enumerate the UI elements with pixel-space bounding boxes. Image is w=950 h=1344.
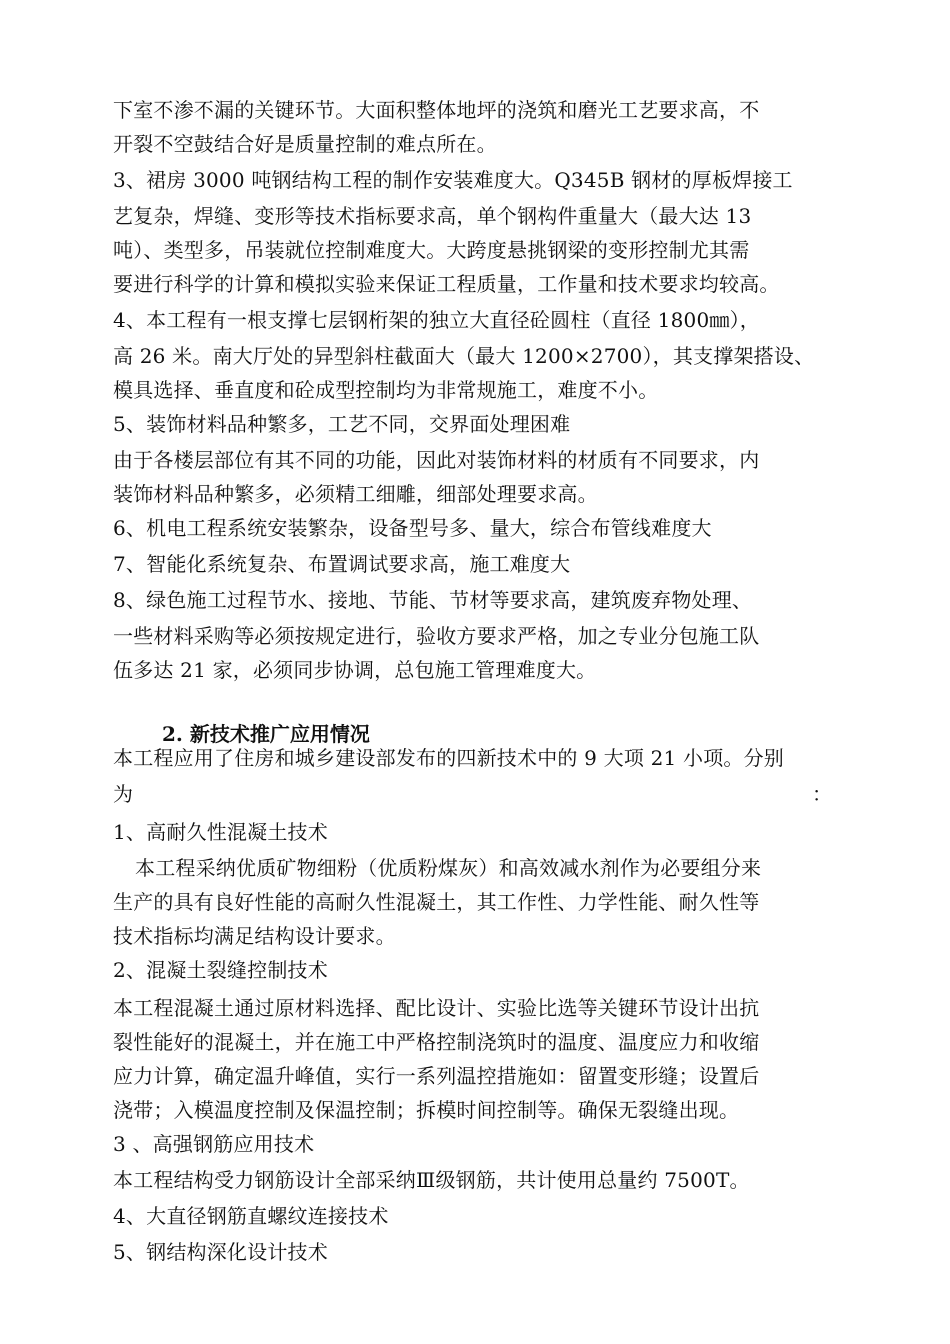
text-line: 模具选择、垂直度和砼成型控制均为非常规施工，难度不小。 — [113, 378, 659, 402]
intro-colon: ： — [812, 782, 832, 806]
text-line: 5、装饰材料品种繁多，工艺不同，交界面处理困难 — [113, 412, 571, 436]
section-heading: 2. 新技术推广应用情况 — [162, 722, 370, 746]
text-line: 4、本工程有一根支撑七层钢桁架的独立大直径砼圆柱（直径 1800㎜）， — [113, 308, 760, 332]
text-line: 本工程应用了住房和城乡建设部发布的四新技术中的 9 大项 21 小项。分别 — [113, 746, 785, 770]
text-line: 应力计算，确定温升峰值，实行一系列温控措施如：留置变形缝；设置后 — [113, 1064, 760, 1088]
item-title: 3 、高强钢筋应用技术 — [113, 1132, 315, 1156]
text-line: 本工程采纳优质矿物细粉（优质粉煤灰）和高效减水剂作为必要组分来 — [135, 856, 762, 880]
text-line: 一些材料采购等必须按规定进行，验收方要求严格，加之专业分包施工队 — [113, 624, 760, 648]
text-line: 为 — [113, 782, 134, 806]
text-line: 生产的具有良好性能的高耐久性混凝土，其工作性、力学性能、耐久性等 — [113, 890, 760, 914]
text-line: 3、裙房 3000 吨钢结构工程的制作安装难度大。Q345B 钢材的厚板焊接工 — [113, 168, 793, 192]
item-title: 1、高耐久性混凝土技术 — [113, 820, 328, 844]
text-line: 裂性能好的混凝土，并在施工中严格控制浇筑时的温度、温度应力和收缩 — [113, 1030, 760, 1054]
text-line: 6、机电工程系统安装繁杂，设备型号多、量大，综合布管线难度大 — [113, 516, 712, 540]
text-line: 开裂不空鼓结合好是质量控制的难点所在。 — [113, 132, 497, 156]
text-line: 本工程结构受力钢筋设计全部采纳Ⅲ级钢筋，共计使用总量约 7500T。 — [113, 1168, 750, 1192]
text-line: 艺复杂，焊缝、变形等技术指标要求高，单个钢构件重量大（最大达 13 — [113, 204, 752, 228]
text-line: 技术指标均满足结构设计要求。 — [113, 924, 396, 948]
text-line: 要进行科学的计算和模拟实验来保证工程质量，工作量和技术要求均较高。 — [113, 272, 780, 296]
text-line: 下室不渗不漏的关键环节。大面积整体地坪的浇筑和磨光工艺要求高，不 — [113, 98, 760, 122]
text-line: 伍多达 21 家，必须同步协调，总包施工管理难度大。 — [113, 658, 597, 682]
text-line: 吨）、类型多，吊装就位控制难度大。大跨度悬挑钢梁的变形控制尤其需 — [113, 238, 750, 262]
item-title: 2、混凝土裂缝控制技术 — [113, 958, 328, 982]
text-line: 浇带；入模温度控制及保温控制；拆模时间控制等。确保无裂缝出现。 — [113, 1098, 740, 1122]
text-line: 高 26 米。南大厅处的异型斜柱截面大（最大 1200×2700），其支撑架搭设、 — [113, 344, 815, 368]
text-line: 7、智能化系统复杂、布置调试要求高，施工难度大 — [113, 552, 571, 576]
text-line: 装饰材料品种繁多，必须精工细雕，细部处理要求高。 — [113, 482, 598, 506]
text-line: 8、绿色施工过程节水、接地、节能、节材等要求高，建筑废弃物处理、 — [113, 588, 753, 612]
text-line: 由于各楼层部位有其不同的功能，因此对装饰材料的材质有不同要求，内 — [113, 448, 760, 472]
text-line: 本工程混凝土通过原材料选择、配比设计、实验比选等关键环节设计出抗 — [113, 996, 760, 1020]
item-title: 4、大直径钢筋直螺纹连接技术 — [113, 1204, 389, 1228]
item-title: 5、钢结构深化设计技术 — [113, 1240, 328, 1264]
